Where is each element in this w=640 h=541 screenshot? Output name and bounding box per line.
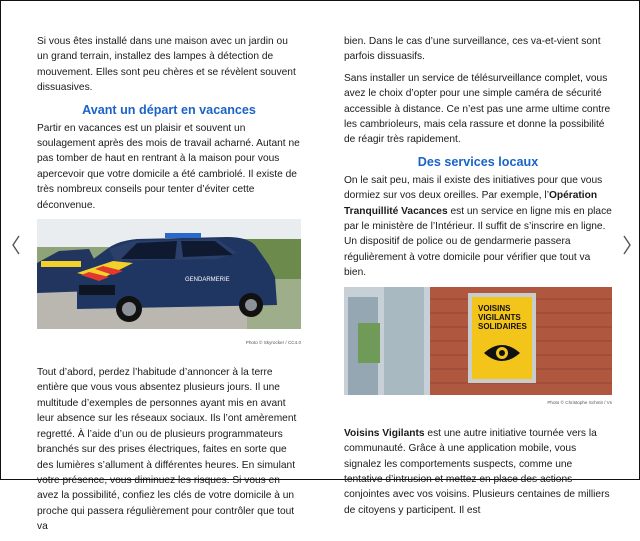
paragraph-lamps: Si vous êtes installé dans une maison avec un jardin ou un grand terrain, installez des lampes à détection de mouvement. Elles sont peu chères et se révèlent souvent dissuasives. — [37, 36, 296, 94]
previous-page-button[interactable] — [9, 232, 23, 258]
chevron-left-icon — [11, 234, 21, 256]
otv-link: Opération Tranquillité Vacances — [344, 190, 598, 217]
paragraph-voisins: Voisins Vigilants est une autre initiative tournée vers la communauté. Grâce à une application mobile, vous signalez les comportements suspects, comme une tentative d’intrusion et mettez en place des actions conjointes avec vos voisins. Plusieurs centaines de milliers de citoyens y participent. Il est — [344, 427, 610, 516]
gendarmerie-car-photo — [37, 219, 301, 329]
left-column — [37, 34, 301, 541]
heading-vacation: Avant un départ en vacances — [82, 102, 256, 117]
gendarmerie-label: GENDARMERIE — [185, 277, 230, 284]
sign-line1: VOISINS — [478, 303, 511, 313]
heading-local-services: Des services locaux — [417, 154, 539, 169]
voisins-vigilants-photo — [344, 287, 612, 395]
photo-credit-car: Photo © Skyrocker / CC4.0 — [245, 340, 301, 346]
paragraph-camera: Sans installer un service de télésurveillance complet, vous avez le choix d’opter pour une simple caméra de sécurité accessible à distance. Ce n’est pas une arme ultime contre les cambrioleurs, mais cela rassure et donne la possibilité de réagir très rapidement. — [344, 72, 611, 146]
sign-line2: VIGILANTS — [478, 312, 521, 322]
paragraph-tips: Tout d’abord, perdez l’habitude d’annoncer à la terre entière que vous vous absentez plusieurs jours. Il une multitude d’exemples de personnes ayant mis en avant leur absence sur les réseaux sociaux. Ils l’ont amèrement regretté. À l’aide d’un ou de plusieurs programmateurs branchés sur des prises électriques, faites en sorte que des lumières s’allument à différentes heures. En simulant votre présence, vous diminuez les risques. Si vous en avez la possibilité, confiez les clés de votre domicile à un proche qui passera régulièrement pour contrôler que tout va — [37, 367, 297, 533]
next-page-button[interactable] — [620, 232, 634, 258]
paragraph-surveillance: bien. Dans le cas d’une surveillance, ces va-et-vient sont parfois dissuasifs. — [344, 36, 601, 63]
right-column — [344, 34, 612, 524]
photo-credit-sign: Photo © Christophe Schmit / Vs — [547, 399, 612, 405]
sign-line3: SOLIDAIRES — [478, 321, 527, 331]
chevron-right-icon — [622, 234, 632, 256]
paragraph-vacation-intro: Partir en vacances est un plaisir et souvent un soulagement après des mois de travail acharné. Autant ne pas tomber de haut en rentrant à la maison pour vous apercevoir que votre domicile a été cambriolé. Il existe de très nombreux conseils pour tenter d’éviter cette déconvenue. — [37, 122, 300, 211]
paragraph-otv: On le sait peu, mais il existe des initiatives pour que vous dormiez sur vos deux oreilles. Par exemple, l’Opération Tranquillité Vacances est un service en ligne mis en place par le ministère de l’Intérieur. Il suffit de s’inscrire en ligne. Un dispositif de police ou de gendarmerie passera régulièrement à votre domicile pour vérifier que tout va bien. — [344, 174, 612, 279]
